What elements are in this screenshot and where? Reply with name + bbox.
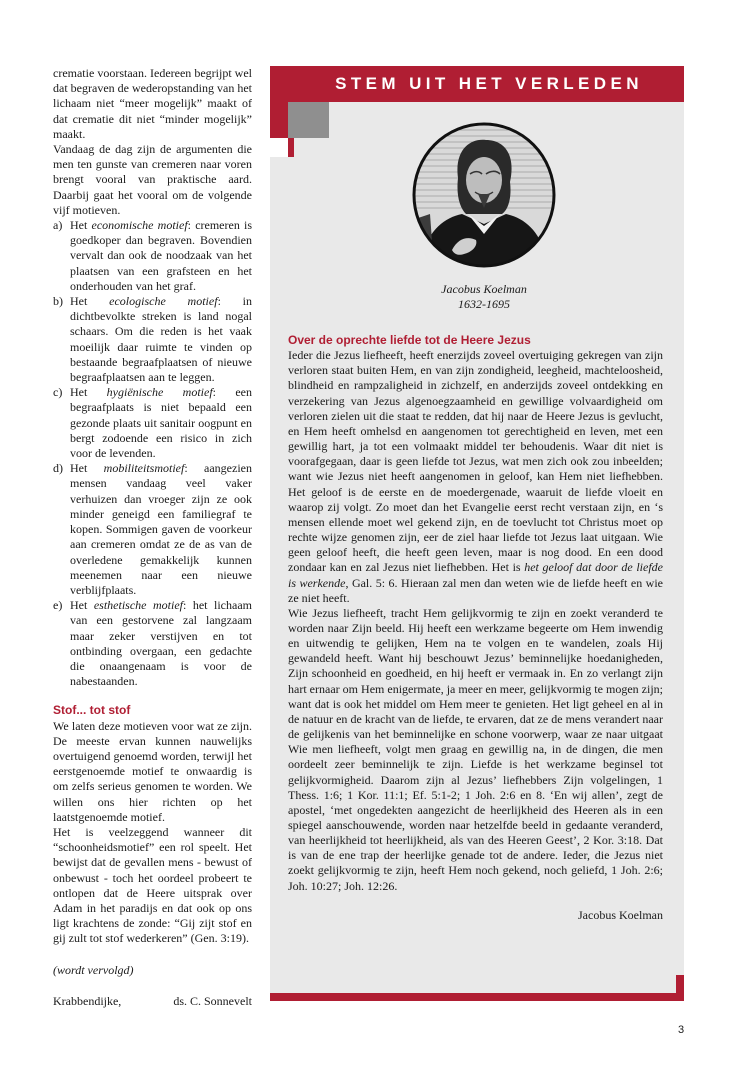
article xyxy=(288,333,663,923)
motives-intro-paragraph: Vandaag de dag zijn de argumenten die men ten gunste van cremeren naar voren brengt vooral van praktische aard. Daarbij gaat het vooral om de volgende vijf motieven. xyxy=(53,142,252,217)
motives-list xyxy=(53,218,252,689)
motive-term: esthetische motief xyxy=(93,598,183,613)
author-place: Krabbendijke, xyxy=(53,993,122,1008)
section-heading: Stof... tot stof xyxy=(53,703,131,718)
section-banner: STEM UIT HET VERLEDEN xyxy=(294,66,684,102)
motive-term: economische motief xyxy=(91,218,188,233)
motive-term: mobiliteitsmotief xyxy=(103,461,185,476)
portrait-image xyxy=(412,122,556,268)
list-item: c) Het hygiënische motief: een begraafplaats is niet bepaald een gezonde plaats uit sanitair oogpunt en bergt zodoende een risico in zich voor de levenden. xyxy=(53,385,252,461)
list-marker: c) xyxy=(53,385,63,400)
intro-paragraph: crematie voorstaan. Iedereen begrijpt wel dat begraven de wederopstanding van het lichaam niet “meer mogelijk” maakt of dat crematie dit niet “minder mogelijk” maakt. xyxy=(53,66,252,141)
list-marker: e) xyxy=(53,598,63,613)
motive-term: ecologische motief xyxy=(109,294,218,309)
motive-term: hygiënische motief xyxy=(106,385,213,400)
article-paragraph: Ieder die Jezus liefheeft, heeft enerzijds zoveel overtuiging gekregen van zijn verloren staat buiten Hem, en van zijn zondigheid, leegheid, machteloosheid, blindheid en rampzaligheid in zichzelf, en anderzijds zoveel ontdekking en verzekering van Jezus algenoegzaamheid en gewillige volvaardigheid om verloren zielen uit die staat te redden, dat hij naar de Heere Jezus is gevlucht, en Hem heeft omhelsd en aangenomen tot gerechtigheid en leven, met een gewillig hart, ja tot een volmaakt middel ter behoudenis. Waar dit niet is voorafgegaan, daar is geen liefde tot Jezus, wat men zich ook zou inbeelden; want wie Jezus niet heeft aangenomen in geloof, kan Hem niet liefhebben. Het geloof is de eerste en de moedergenade, waaruit de liefde vloeit en waarop zij volgt. Zo moet dan het Evangelie eerst recht verstaan zijn, en ‘s mensen ellende moet wel gekend zijn, en de toevlucht tot Christus moet op rechte wijze genomen zijn, eer de ziel haar liefde tot Jezus laat uitgaan. Wie geen geloof heeft, die heeft geen leven, maar is nog dood. En een dood zondaar kan en zal Jezus niet liefhebben. Het is het geloof dat door de liefde is werkende, Gal. 5: 6. Hieraan zal men dan weten wie de liefde heeft en wie ze niet heeft. xyxy=(288,348,663,605)
author-name: ds. C. Sonnevelt xyxy=(173,993,252,1008)
author-signature xyxy=(53,994,252,1009)
decor-grey-square xyxy=(288,102,329,138)
list-item: d) Het mobiliteitsmotief: aangezien mensen vandaag veel vaker verhuizen dan vroeger zijn ze ook minder geneigd een familiegraf te kopen. Sommigen gaven de voorkeur aan cremeren omdat ze de as van de overledene gemakkelijk kunnen meenemen naar een nieuwe verblijfplaats. xyxy=(53,461,252,597)
decor-red-bar xyxy=(270,993,684,1001)
decor-white-square xyxy=(270,138,288,157)
list-item: e) Het esthetische motief: het lichaam van een gestorvene zal langzaam maar zeker verstijven en tot ontbinding overgaan, een gedachte die onaangenaam is voor de nabestaanden. xyxy=(53,598,252,689)
list-marker: d) xyxy=(53,461,63,476)
continued-note: (wordt vervolgd) xyxy=(53,962,134,977)
page-number: 3 xyxy=(678,1024,685,1036)
portrait-caption xyxy=(380,282,588,312)
portrait-engraving xyxy=(412,122,556,268)
body-paragraph: Het is veelzeggend wanneer dit “schoonheidsmotief” een rol speelt. Het bewijst dat de gevallen mens - bewust of onbewust - toch het oordeel probeert te ontlopen dat de Heere uitsprak over Adam in het paradijs en dat ook op ons ligt krachtens de zonde: “Gij zijt stof en gij zult tot stof wederkeren” (Gen. 3:19). xyxy=(53,824,252,946)
caption-years: 1632-1695 xyxy=(458,297,510,311)
list-marker: b) xyxy=(53,294,63,309)
list-item: b) Het ecologische motief: in dichtbevolkte streken is land nogal schaars. Om die reden is het vaak moeilijk daar ruimte te vinden op bestaande begraafplaatsen of nieuwe begraafplaatsen aan te leggen. xyxy=(53,294,253,385)
list-item: a) Het economische motief: cremeren is goedkoper dan begraven. Bovendien vervalt dan ook de noodzaak van het plaatsen van een grafsteen en het onderhouden van het graf. xyxy=(53,218,253,293)
article-paragraph: Wie Jezus liefheeft, tracht Hem gelijkvormig te zijn en zoekt veranderd te worden naar Zijn beeld. Hij heeft een werkzame begeerte om Hem inwendig en uitwendig te gelijken, Hem na te volgen en te wandelen, zoals Hij gewandeld heeft. Want hij beschouwt Jezus’ beminnelijke hoedanigheden, Zijn schoonheid en goedheid, en hij heeft er vermaak in. En zo verlangt zijn hart ernaar om Hem enigermate, ja meer en meer, gelijkvormig te mogen zijn; want dat is ook het middel om Hem meer te genieten. Het ligt geheel en al in de natuur en de kracht van de liefde, te ervaren, dat ze de mens verandert naar de gelijkenis van het beminnelijke en schone voorwerp, waar ze naar uitgaat Wie men liefheeft, volgt men graag en gewillig na, in de dingen, die men oordeelt zeer beminnelijk te zijn. Liefde is het werkzame beginsel tot gelijkvormigheid. Daarom zijn al Jezus’ liefhebbers Zijn volgelingen, 1 Thess. 1:6; 1 Kor. 11:1; Ef. 5:1-2; 1 Joh. 2:6 en 8. ‘En wij allen’, zegt de apostel, ‘met ongedekten aangezicht de heerlijkheid des Heeren als in een spiegel aanschouwende, worden naar hetzelfde beeld in gedaante veranderd, van heerlijkheid tot heerlijkheid, als van des Heeren Geest’, 2 Kor. 3:18. Dat is van de ene trap der heerlijke genade tot de andere. Ieder, die Jezus niet zoekt gelijkvormig te zijn, heeft Hem noch gekend, noch geliefd, 1 Joh. 2:6; Joh. 10:27; Joh. 12:26. xyxy=(288,605,663,893)
body-paragraph: We laten deze motieven voor wat ze zijn. De meeste ervan kunnen nauwelijks overtuigend genoemd worden, terwijl het eerstgenoemde motief te onwaardig is om zelfs serieus genomen te worden. We willen ons hier richten op het laatstgenoemde motief. xyxy=(53,718,252,824)
list-marker: a) xyxy=(53,218,63,233)
left-column xyxy=(53,66,252,1009)
emphasis: het geloof dat door de liefde is werkende xyxy=(288,560,663,590)
article-title: Over de oprechte liefde tot de Heere Jezus xyxy=(288,333,531,347)
article-signature: Jacobus Koelman xyxy=(578,907,663,922)
caption-name: Jacobus Koelman xyxy=(441,282,527,296)
